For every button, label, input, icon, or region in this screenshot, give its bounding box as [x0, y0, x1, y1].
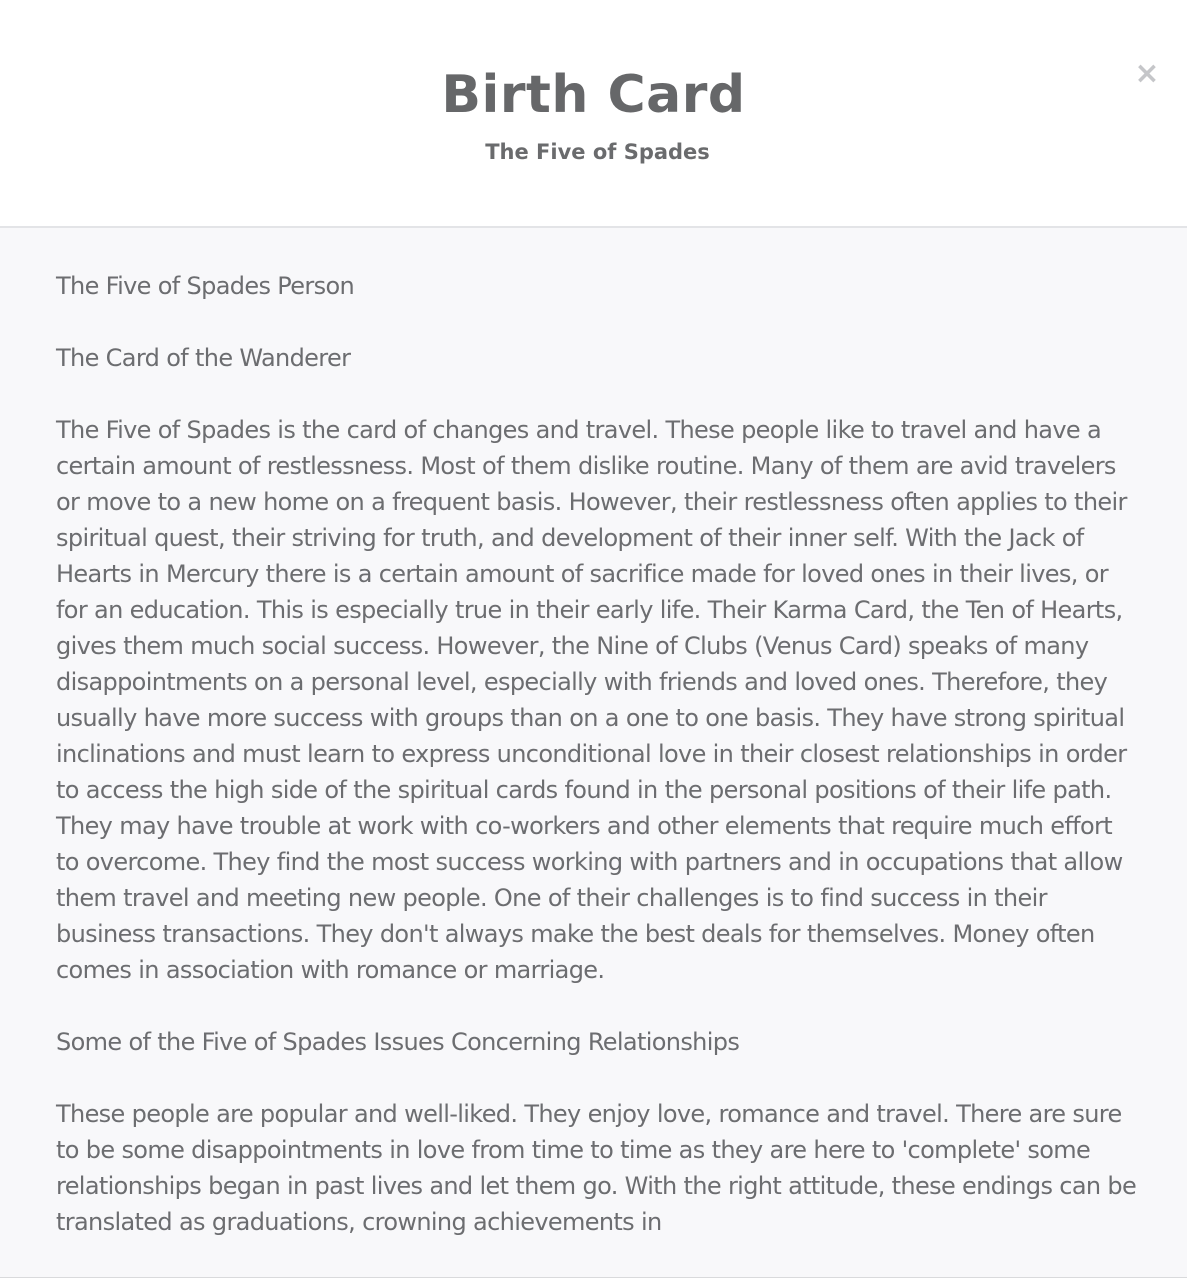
modal-header — [0, 0, 1187, 228]
card-description — [0, 228, 1187, 1240]
modal-subtitle: The Five of Spades — [485, 140, 710, 164]
modal-body[interactable] — [0, 228, 1187, 1278]
description-paragraph: The Five of Spades is the card of changes and travel. These people like to travel and have a certain amount of restlessness. Most of them dislike routine. Many of them are avid travelers or move to a new home on a frequent basis. However, their restlessness often applies to their spiritual quest, their striving for truth, and development of their inner self. With the Jack of Hearts in Mercury there is a certain amount of sacrifice made for loved ones in their lives, or for an education. This is especially true in their early life. Their Karma Card, the Ten of Hearts, gives them much social success. However, the Nine of Clubs (Venus Card) speaks of many disappointments on a personal level, especially with friends and loved ones. Therefore, they usually have more success with groups than on a one to one basis. They have strong spiritual inclinations and must learn to express unconditional love in their closest relationships in order to access the high side of the spiritual cards found in the personal positions of their life path. — [56, 416, 1127, 804]
card-nickname: The Card of the Wanderer — [56, 344, 351, 372]
relationships-heading: Some of the Five of Spades Issues Concerning Relationships — [56, 1028, 740, 1056]
relationships-paragraph: These people are popular and well-liked. They enjoy love, romance and travel. There are sure to be some disappointments in love from time to time as they are here to 'complete' some relationships began in past lives and let them go. With the right attitude, these endings can be translated as graduations, crowning achievements in — [56, 1100, 1137, 1236]
section-heading: The Five of Spades Person — [56, 272, 355, 300]
description-paragraph: They may have trouble at work with co-workers and other elements that require much effort to overcome. They find the most success working with partners and in occupations that allow them travel and meeting new people. One of their challenges is to find success in their business transactions. They don't always make the best deals for themselves. Money often comes in association with romance or marriage. — [56, 812, 1123, 984]
modal-title: Birth Card — [441, 65, 746, 125]
close-icon[interactable]: × — [1131, 58, 1163, 90]
